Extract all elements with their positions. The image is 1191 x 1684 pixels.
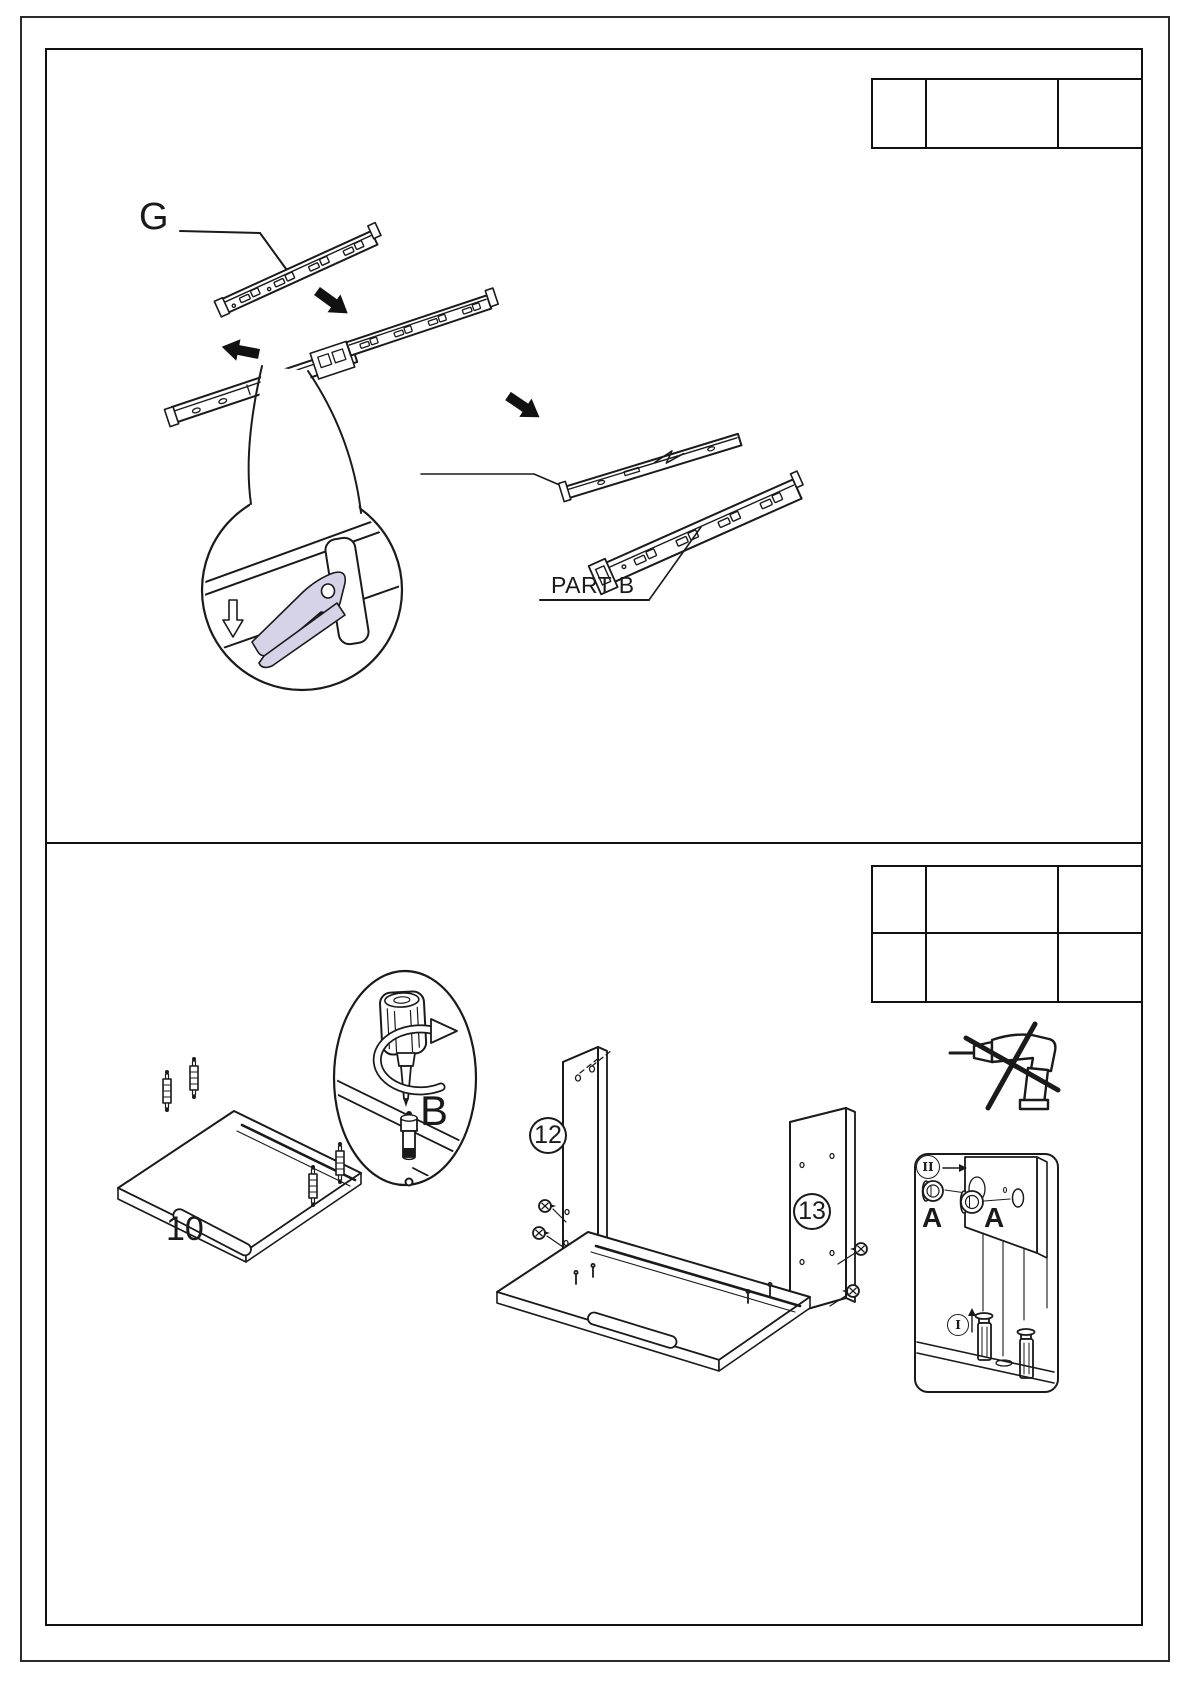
part-b-label: PART B: [551, 572, 635, 598]
step-label-ii: II: [916, 1155, 940, 1179]
cam-lock-fitting-a: [923, 1181, 944, 1201]
assembly-arrow-icon: [311, 282, 355, 322]
step-label-i: I: [947, 1314, 969, 1336]
tool-label-b: B: [420, 1087, 449, 1134]
detail-magnifier-circle: [196, 366, 406, 690]
dowel-screw: [163, 1070, 171, 1112]
panel-label-12: 12: [529, 1117, 567, 1154]
cam-lock-fitting-a: [961, 1191, 984, 1213]
fitting-label-a-right: A: [984, 1202, 1005, 1233]
assembly-arrow-icon: [502, 387, 546, 426]
bottom-step-illustration: [45, 843, 1143, 1626]
board-label-10: 10: [166, 1210, 204, 1248]
top-step-illustration: [45, 48, 1143, 843]
cam-screw: [533, 1227, 550, 1239]
fitting-label-a-left: A: [922, 1202, 943, 1233]
base-board: [497, 1232, 810, 1371]
bottom-board-10: [118, 1111, 361, 1262]
no-power-drill-icon: [950, 1024, 1058, 1109]
part-label-g: G: [139, 196, 169, 238]
dowel-screw: [190, 1057, 198, 1099]
label-g-leader-line: [180, 231, 289, 273]
fitting-detail-inset: [915, 1154, 1058, 1392]
panel-label-13: 13: [793, 1193, 831, 1230]
assembly-arrow-icon: [220, 336, 261, 365]
rail-leader-line: [421, 474, 576, 492]
inner-slide-member: [559, 429, 742, 502]
drawer-slide-rail-g: [212, 223, 384, 317]
